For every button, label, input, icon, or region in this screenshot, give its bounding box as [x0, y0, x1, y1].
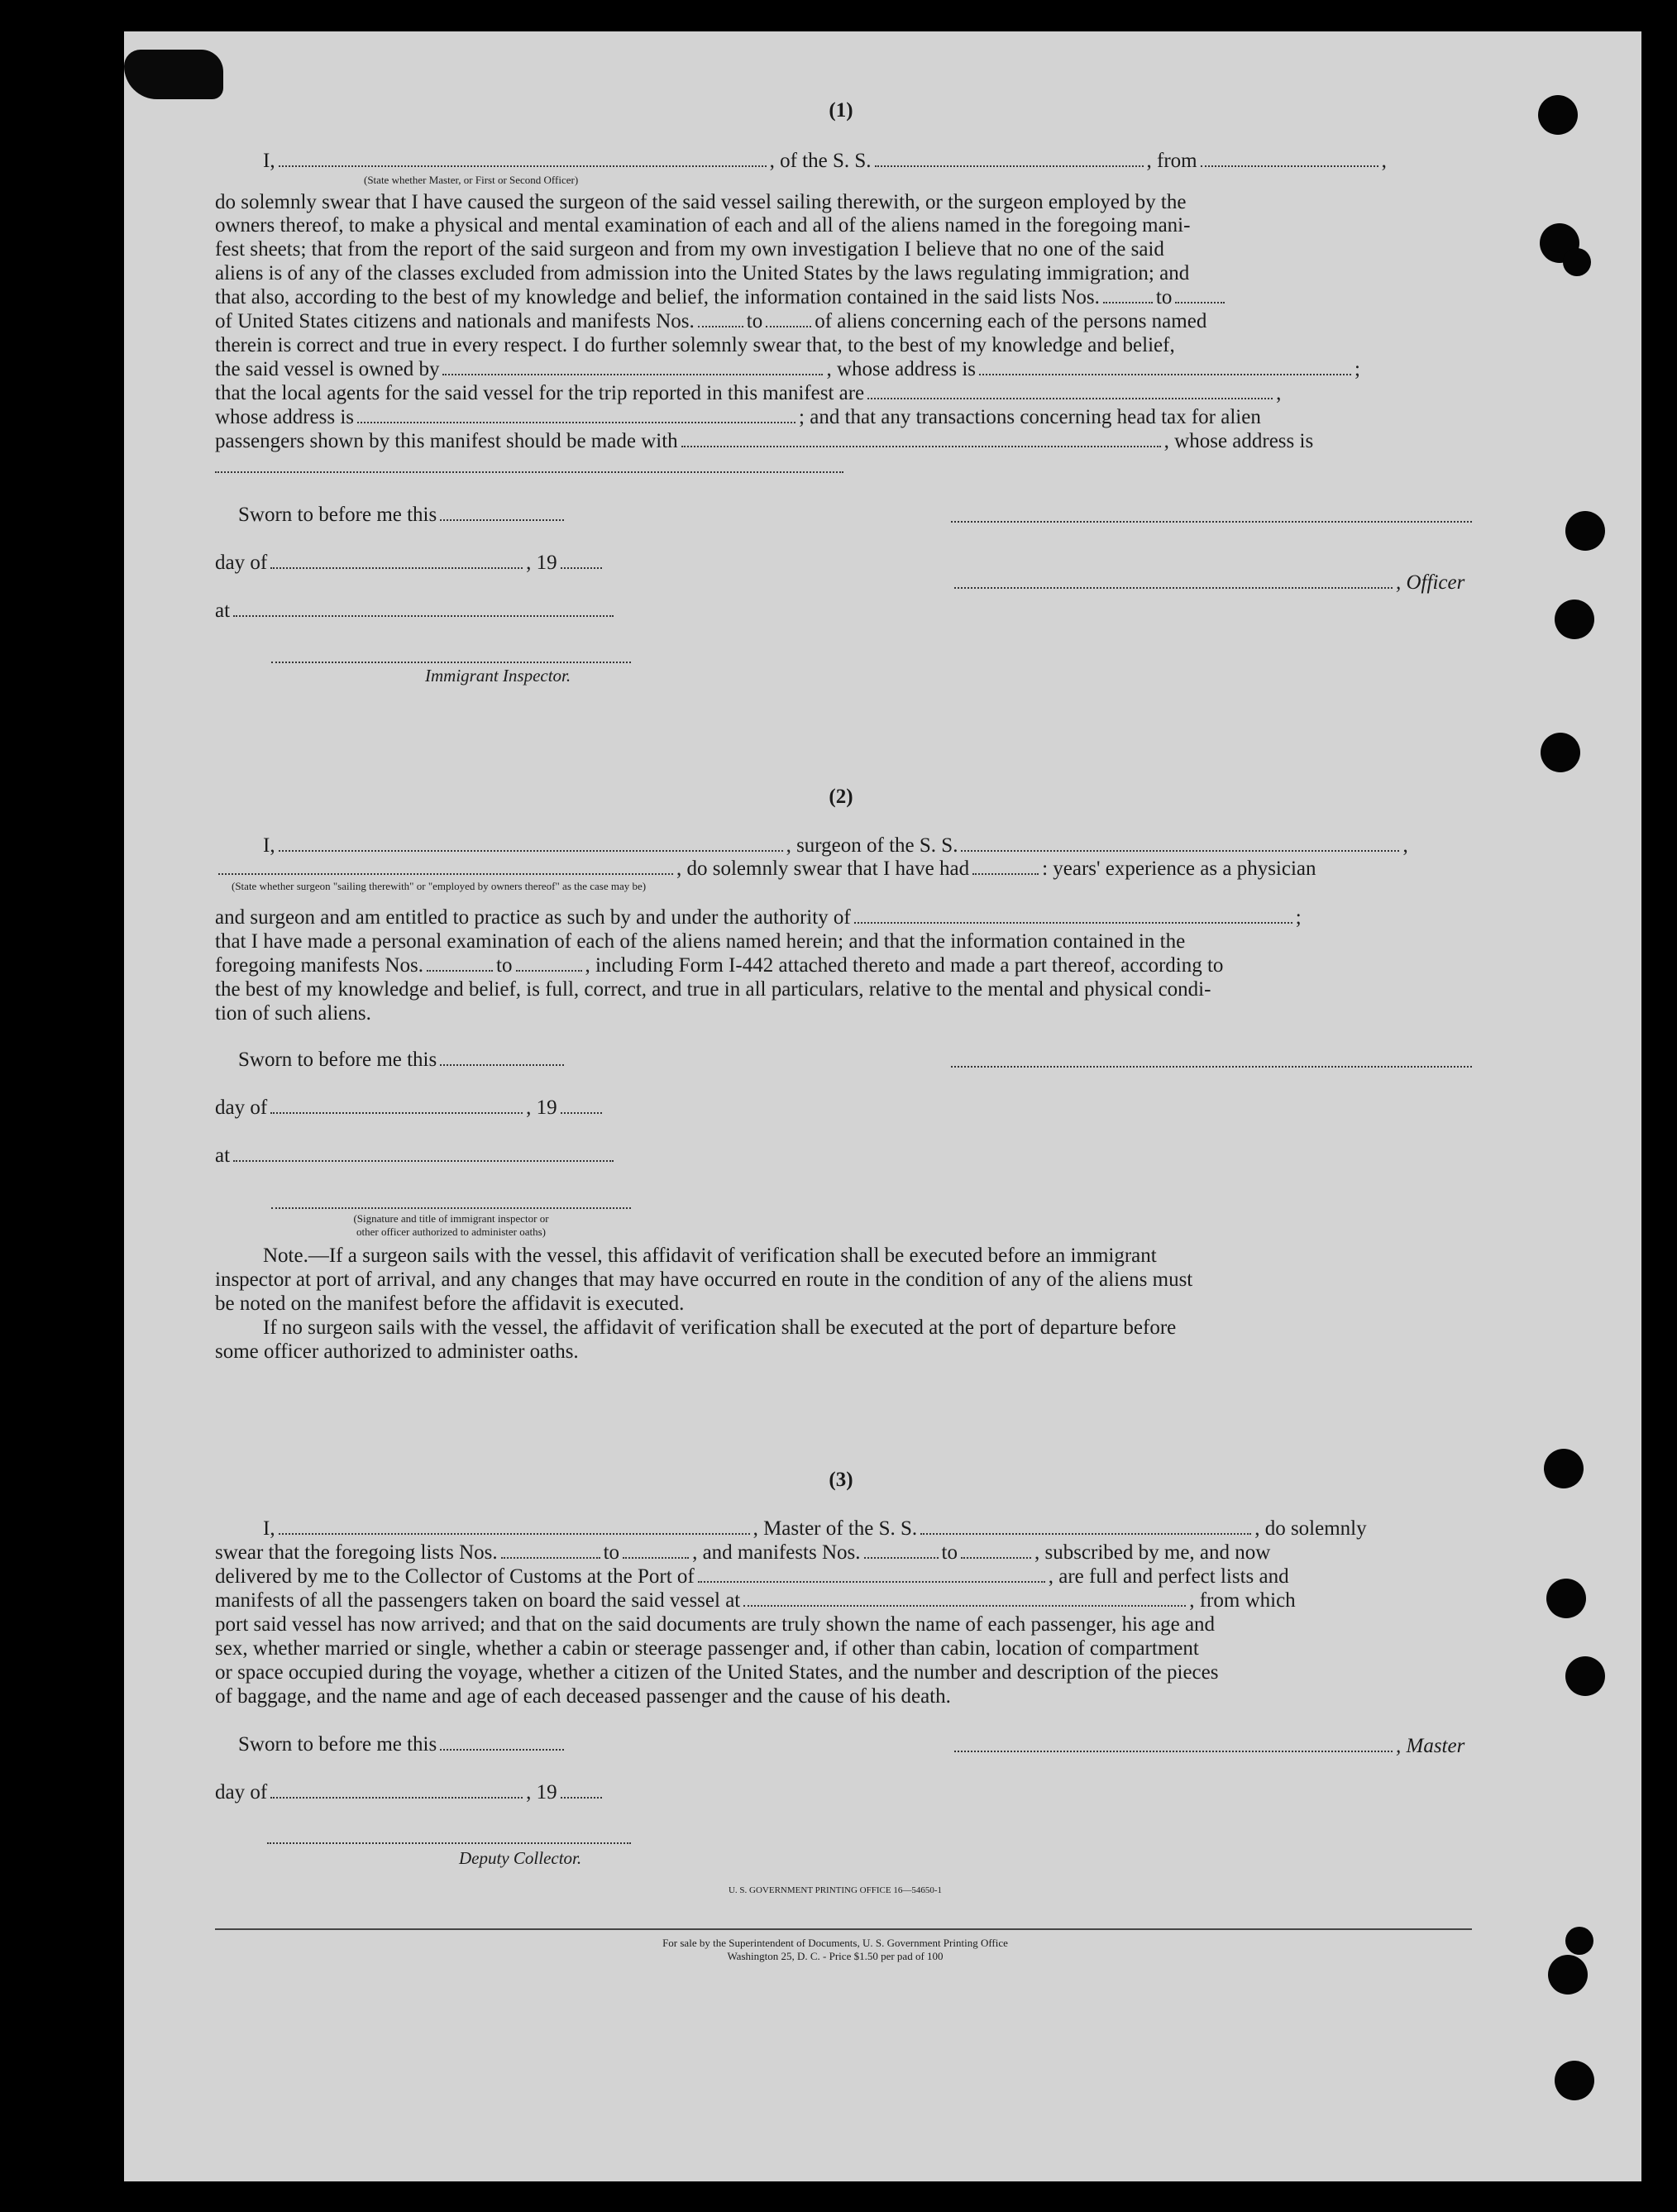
s2-at: at: [215, 1144, 617, 1168]
s1-place-field[interactable]: [233, 599, 614, 617]
s1-day-of: day of , 19: [215, 551, 605, 576]
s1-para-line: do solemnly swear that I have caused the surgeon of the said vessel sailing therewith, or the surgeon employed by the: [215, 191, 1187, 213]
s3-vessel-field[interactable]: [920, 1517, 1251, 1535]
years-experience-field[interactable]: [972, 857, 1039, 875]
s3-para-line: port said vessel has now arrived; and that on the said documents are truly shown the name of each passenger, his age and: [215, 1613, 1216, 1636]
s2-para-line: that I have made a personal examination of each of the aliens named herein; and that the information contained in the: [215, 930, 1186, 953]
punch-hole: [1563, 248, 1591, 276]
collector-port-field[interactable]: [698, 1565, 1045, 1583]
s3-para-line: swear that the foregoing lists Nos. to , and manifests Nos. to , subscribed by me, and now: [215, 1541, 1271, 1564]
s3-day-of: day of , 19: [215, 1780, 605, 1805]
s3-lists-from-field[interactable]: [501, 1541, 600, 1559]
s2-para-line: foregoing manifests Nos. to , including Form I-442 attached thereto and made a part thereof, according to: [215, 954, 1224, 977]
s1-para-line: aliens is of any of the classes excluded from admission into the United States by the laws regulating immigration; and: [215, 262, 1190, 284]
note-line: inspector at port of arrival, and any changes that may have occurred en route in the condition of any of the aliens must: [215, 1268, 1193, 1291]
s1-month-field[interactable]: [270, 551, 523, 569]
s1-officer-line: , Officer: [951, 571, 1464, 595]
punch-hole: [1548, 1955, 1588, 1995]
punch-hole: [1555, 600, 1594, 639]
s2-year-field[interactable]: [561, 1096, 602, 1114]
s1-sworn: Sworn to before me this: [238, 503, 567, 528]
boarding-port-field[interactable]: [743, 1589, 1186, 1607]
s1-para-line: therein is correct and true in every respect. I do further solemnly swear that, to the best of my knowledge and belief,: [215, 334, 1175, 356]
s2-para-line: tion of such aliens.: [215, 1002, 371, 1025]
lists-from-field[interactable]: [1103, 285, 1153, 303]
note-line: some officer authorized to administer oaths.: [215, 1340, 579, 1363]
s1-year-field[interactable]: [561, 551, 602, 569]
s1-rank-caption: (State whether Master, or First or Second Officer): [364, 174, 579, 186]
s3-sworn: Sworn to before me this: [238, 1732, 567, 1757]
s1-officer-field[interactable]: [954, 571, 1393, 589]
footer-rule: [215, 1928, 1472, 1930]
local-agents-field[interactable]: [867, 381, 1273, 399]
s3-line-i: I, , Master of the S. S. , do solemnly: [263, 1517, 1367, 1540]
s1-para-line: that the local agents for the said vessel for the trip reported in this manifest are ,: [215, 382, 1282, 404]
punch-hole: [1565, 511, 1605, 551]
note-line: Note.—If a surgeon sails with the vessel, this affidavit of verification shall be executed before an immigrant: [263, 1245, 1157, 1267]
owner-field[interactable]: [442, 357, 823, 375]
s3-manifests-to-field[interactable]: [961, 1541, 1031, 1559]
s2-swear-line: , do solemnly swear that I have had : years' experience as a physician: [215, 857, 1316, 881]
manifests-to-field[interactable]: [766, 309, 811, 327]
authority-field[interactable]: [854, 905, 1292, 924]
s1-line-i: I, , of the S. S. , from ,: [263, 150, 1387, 172]
s3-para-line: or space occupied during the voyage, whether a citizen of the United States, and the number and description of the pieces: [215, 1661, 1219, 1684]
s1-at: at: [215, 599, 617, 623]
section-1-number: (1): [829, 99, 853, 122]
s3-master-line: , Master: [951, 1734, 1464, 1759]
head-tax-address-field[interactable]: [215, 470, 843, 473]
s2-line-i: I, , surgeon of the S. S. ,: [263, 834, 1408, 857]
s3-sworn-day-field[interactable]: [440, 1732, 564, 1751]
s1-para-line: the said vessel is owned by , whose address is ;: [215, 358, 1360, 380]
s1-sworn-day-field[interactable]: [440, 503, 564, 521]
s3-para-line: manifests of all the passengers taken on board the said vessel at , from which: [215, 1589, 1296, 1612]
punch-hole: [1546, 1579, 1586, 1618]
s2-manifests-to-field[interactable]: [516, 953, 582, 972]
s2-inspector-signature-field[interactable]: [271, 1206, 631, 1209]
torn-corner-mark: [124, 50, 223, 99]
s2-sig-caption: (Signature and title of immigrant inspector or other officer authorized to administer oaths): [353, 1212, 549, 1238]
surgeon-name-field[interactable]: [279, 834, 783, 852]
s3-para-line: delivered by me to the Collector of Customs at the Port of , are full and perfect lists and: [215, 1565, 1289, 1588]
punch-hole: [1538, 95, 1578, 135]
punch-hole: [1565, 1927, 1593, 1955]
s1-para-line: fest sheets; that from the report of the said surgeon and from my own investigation I believe that no one of the said: [215, 238, 1164, 260]
s3-lists-to-field[interactable]: [623, 1541, 689, 1559]
s3-para-line: sex, whether married or single, whether a cabin or steerage passenger and, if other than cabin, location of compartment: [215, 1637, 1199, 1660]
head-tax-contact-field[interactable]: [681, 429, 1161, 447]
s2-month-field[interactable]: [270, 1096, 523, 1114]
s1-para-line: whose address is ; and that any transactions concerning head tax for alien: [215, 406, 1261, 428]
s2-status-caption: (State whether surgeon "sailing therewith" or "employed by owners thereof" as the case may be): [232, 880, 647, 892]
sale-notice: For sale by the Superintendent of Documents, U. S. Government Printing Office Washington 25, D. C. - Price $1.50 per pad of 100: [662, 1937, 1008, 1962]
punch-hole: [1555, 2061, 1594, 2100]
punch-hole: [1565, 1656, 1605, 1696]
s2-manifests-from-field[interactable]: [427, 953, 493, 972]
s3-year-field[interactable]: [561, 1780, 602, 1799]
s2-day-of: day of , 19: [215, 1096, 605, 1120]
manifests-from-field[interactable]: [698, 309, 743, 327]
s2-sworn: Sworn to before me this: [238, 1048, 567, 1073]
s3-master-signature-field[interactable]: [954, 1734, 1393, 1752]
lists-to-field[interactable]: [1175, 285, 1225, 303]
section-3-number: (3): [829, 1469, 853, 1491]
s1-para-line: that also, according to the best of my knowledge and belief, the information contained in the said lists Nos. to: [215, 285, 1228, 310]
punch-hole: [1544, 1449, 1584, 1488]
note-line: be noted on the manifest before the affidavit is executed.: [215, 1292, 685, 1315]
vessel-name-field[interactable]: [875, 149, 1144, 167]
s3-para-line: of baggage, and the name and age of each deceased passenger and the cause of his death.: [215, 1685, 951, 1708]
gpo-imprint: U. S. GOVERNMENT PRINTING OFFICE 16—54650-1: [728, 1885, 942, 1895]
surgeon-status-field[interactable]: [218, 857, 673, 875]
s3-manifests-from-field[interactable]: [864, 1541, 939, 1559]
punch-hole: [1541, 733, 1580, 772]
s1-inspector-label: Immigrant Inspector.: [425, 666, 571, 686]
s3-deputy-label: Deputy Collector.: [459, 1848, 582, 1868]
s1-signature-field[interactable]: [951, 519, 1472, 523]
s1-para-line: owners thereof, to make a physical and mental examination of each and all of the aliens named in the foregoing mani-: [215, 214, 1191, 236]
s2-signature-field[interactable]: [951, 1064, 1472, 1068]
s2-place-field[interactable]: [233, 1144, 614, 1162]
s2-sworn-day-field[interactable]: [440, 1048, 564, 1066]
s1-para-line: of United States citizens and nationals and manifests Nos. to of aliens concerning each of the persons named: [215, 310, 1207, 332]
section-2-number: (2): [829, 786, 853, 808]
agents-address-field[interactable]: [357, 405, 796, 423]
s3-month-field[interactable]: [270, 1780, 523, 1799]
from-port-field[interactable]: [1201, 149, 1378, 167]
owner-address-field[interactable]: [979, 357, 1351, 375]
note-line: If no surgeon sails with the vessel, the affidavit of verification shall be executed at the port of departure before: [263, 1316, 1177, 1339]
master-name-field[interactable]: [279, 1517, 750, 1535]
s2-para-line: the best of my knowledge and belief, is full, correct, and true in all particulars, relative to the mental and physical condi-: [215, 978, 1211, 1001]
officer-rank-field[interactable]: [279, 149, 767, 167]
s2-para-line: and surgeon and am entitled to practice as such by and under the authority of ;: [215, 906, 1302, 929]
s3-deputy-signature-field[interactable]: [267, 1841, 631, 1844]
s1-para-line: passengers shown by this manifest should be made with , whose address is: [215, 430, 1314, 452]
s2-vessel-field[interactable]: [961, 834, 1399, 852]
